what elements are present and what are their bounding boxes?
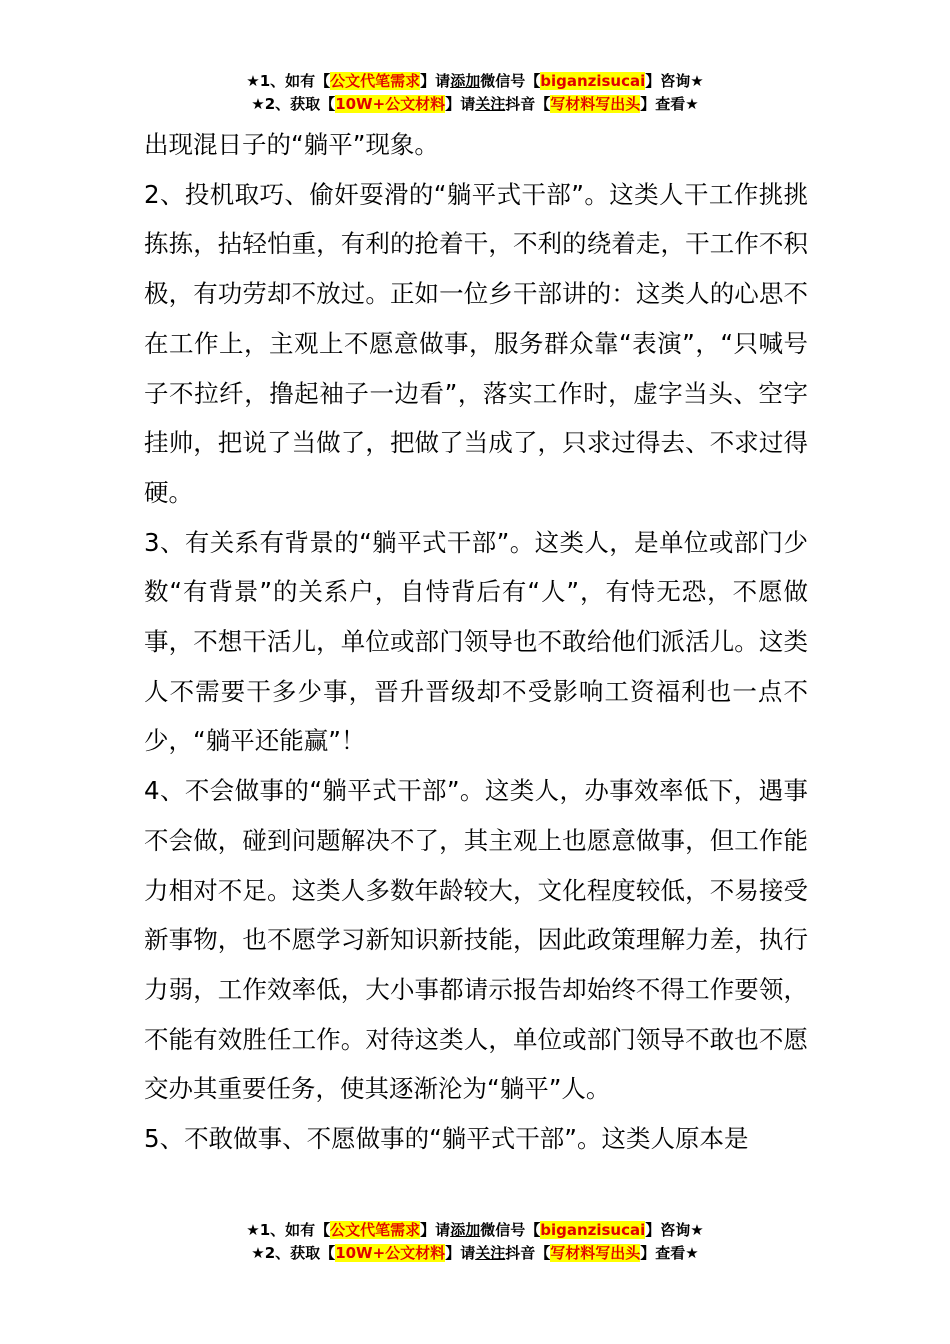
paragraph: 3、有关系有背景的“躺平式干部”。这类人，是单位或部门少数“有背景”的关系户，自恃背后有“人”，有恃无恐，不愿做事，不想干活儿，单位或部门领导也不敢给他们派活儿。这类人不需要干多少事，晋升晋级却不受影响工资福利也一点不少，“躺平还能赢”！ [144, 527, 808, 756]
footer-banner [0, 1219, 950, 1265]
document-body [144, 120, 808, 1164]
service-highlight: 公文代笔需求 [330, 72, 421, 90]
wechat-id: biganzisucai [540, 1221, 646, 1239]
paragraph: 2、投机取巧、偷奸耍滑的“躺平式干部”。这类人干工作挑挑拣拣，拈轻怕重，有利的抢着干，不利的绕着走，干工作不积极，有功劳却不放过。正如一位乡干部讲的：这类人的心思不在工作上，主观上不愿意做事，服务群众靠“表演”，“只喊号子不拉纤，撸起袖子一边看”，落实工作时，虚字当头、空字挂帅，把说了当做了，把做了当成了，只求过得去、不求过得硬。 [144, 179, 808, 507]
materials-highlight: 10W+公文材料 [335, 95, 446, 113]
banner-line-2: ★2、获取【10W+公文材料】请关注抖音【写材料写出头】查看★ [251, 95, 699, 113]
banner-line-1: ★1、如有【公文代笔需求】请添加微信号【biganzisucai】咨询★ [246, 1221, 704, 1239]
banner-line-2: ★2、获取【10W+公文材料】请关注抖音【写材料写出头】查看★ [251, 1244, 699, 1262]
service-highlight: 公文代笔需求 [330, 1221, 421, 1239]
douyin-id: 写材料写出头 [550, 95, 641, 113]
paragraph: 出现混日子的“躺平”现象。 [144, 130, 439, 159]
banner-line-1: ★1、如有【公文代笔需求】请添加微信号【biganzisucai】咨询★ [246, 72, 704, 90]
paragraph: 5、不敢做事、不愿做事的“躺平式干部”。这类人原本是 [144, 1124, 749, 1154]
header-banner [0, 70, 950, 116]
paragraph: 4、不会做事的“躺平式干部”。这类人，办事效率低下，遇事不会做，碰到问题解决不了，其主观上也愿意做事，但工作能力相对不足。这类人多数年龄较大，文化程度较低，不易接受新事物，也不愿学习新知识新技能，因此政策理解力差，执行力弱，工作效率低，大小事都请示报告却始终不得工作要领，不能有效胜任工作。对待这类人，单位或部门领导不敢也不愿交办其重要任务，使其逐渐沦为“躺平”人。 [144, 776, 808, 1104]
materials-highlight: 10W+公文材料 [335, 1244, 446, 1262]
douyin-id: 写材料写出头 [550, 1244, 641, 1262]
wechat-id: biganzisucai [540, 72, 646, 90]
